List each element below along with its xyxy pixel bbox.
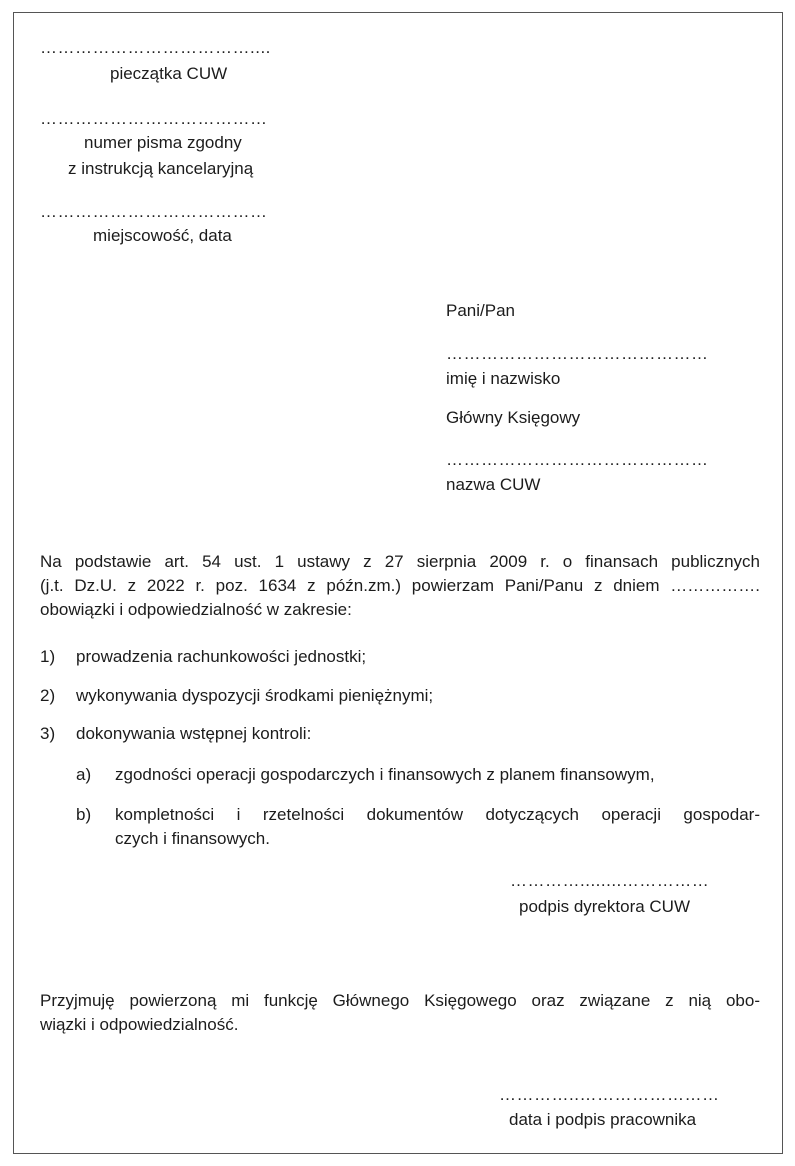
- letter-number-label-2: z instrukcją kancelaryjną: [68, 159, 254, 178]
- list-item-text: dokonywania wstępnej kontroli:: [76, 724, 312, 743]
- document-page: [13, 12, 783, 1154]
- stamp-dots: ………………………………....: [40, 38, 271, 57]
- acceptance-line-1: Przyjmuję powierzoną mi funkcję Głównego Księgowego oraz związane z nią obo-: [40, 991, 760, 1010]
- place-date-dots: …………………………………: [40, 202, 268, 221]
- acceptance-paragraph: [40, 989, 760, 1037]
- place-date-label: miejscowość, data: [93, 226, 232, 245]
- stamp-label: pieczątka CUW: [110, 64, 228, 83]
- acceptance-line-2: wiązki i odpowiedzialność.: [40, 1015, 239, 1034]
- letter-number-label-1: numer pisma zgodny: [84, 133, 242, 152]
- employee-signature-dots: …………..……………………: [499, 1085, 720, 1104]
- sub-item-b-line-1: kompletności i rzetelności dokumentów dotyczących operacji gospodar-: [115, 805, 760, 824]
- sub-item-text-b: [115, 803, 760, 851]
- sub-item-letter: a): [76, 765, 92, 784]
- sub-item-letter: b): [76, 805, 92, 824]
- sub-item-b-line-2: czych i finansowych.: [115, 829, 270, 848]
- list-item-number: 1): [40, 647, 56, 666]
- list-item-number: 2): [40, 686, 56, 705]
- director-signature-dots: …………........……………: [510, 871, 710, 890]
- director-signature-label: podpis dyrektora CUW: [519, 897, 691, 916]
- list-item-text: prowadzenia rachunkowości jednostki;: [76, 647, 367, 666]
- addressee-salutation: Pani/Pan: [446, 301, 515, 320]
- employee-signature-label: data i podpis pracownika: [509, 1110, 697, 1129]
- addressee-name-dots: ………………………………………: [446, 344, 709, 363]
- intro-paragraph: [40, 550, 760, 622]
- addressee-unit-label: nazwa CUW: [446, 475, 541, 494]
- sub-item-text: zgodności operacji gospodarczych i finansowych z planem finansowym,: [115, 765, 655, 784]
- list-item-number: 3): [40, 724, 56, 743]
- intro-line-2: (j.t. Dz.U. z 2022 r. poz. 1634 z późn.zm.) powierzam Pani/Panu z dniem …………….: [40, 576, 760, 595]
- intro-line-3: obowiązki i odpowiedzialność w zakresie:: [40, 600, 352, 619]
- addressee-unit-dots: ………………………………………: [446, 450, 709, 469]
- list-item-text: wykonywania dyspozycji środkami pieniężnymi;: [76, 686, 434, 705]
- letter-number-dots: …………………………………: [40, 109, 268, 128]
- intro-line-1: Na podstawie art. 54 ust. 1 ustawy z 27 sierpnia 2009 r. o finansach publicznych: [40, 552, 760, 571]
- addressee-name-label: imię i nazwisko: [446, 369, 561, 388]
- addressee-position: Główny Księgowy: [446, 408, 581, 427]
